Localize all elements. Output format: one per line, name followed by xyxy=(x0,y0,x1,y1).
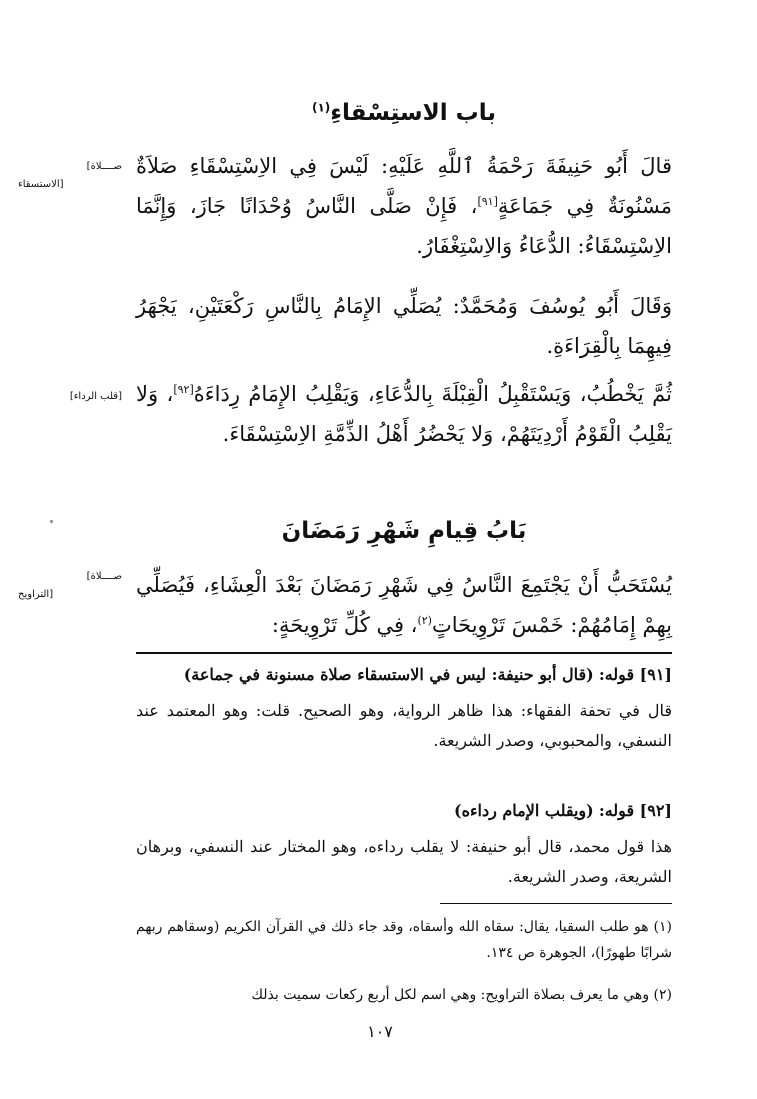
paragraph-tarawih xyxy=(136,565,672,645)
commentary-92 xyxy=(136,796,672,892)
paragraph-text: يُسْتَحَبُّ أَنْ يَجْتَمِعَ النَّاسُ فِي شَهْرِ رَمَضَانَ بَعْدَ الْعِشَاءِ، فَيُصَلِّي بِهِمْ إِمَامُهُمْ: خَمْسَ تَرْوِيحَاتٍ xyxy=(136,573,672,637)
footnote-1 xyxy=(136,914,672,966)
paragraph-text: قالَ أَبُو حَنِيفَةَ رَحْمَةُ ٱللَّهِ عَلَيْهِ: لَيْسَ فِي الاِسْتِسْقَاءِ صَلاَةٌ مَسْنُونَةٌ فِي جَمَاعَةٍ xyxy=(136,154,672,218)
commentary-body: هذا قول محمد، قال أبو حنيفة: لا يقلب رداءه، وهو المختار عند النسفي، وبرهان الشريعة، وصدر الشريعة. xyxy=(136,837,672,886)
paragraph-text: ، فَإِنْ صَلَّى النَّاسُ وُحْدَانًا جَازَ، وَإِنَّمَا الاِسْتِسْقَاءُ: الدُّعَاءُ وَالاِسْتِغْفَارُ. xyxy=(136,194,672,258)
footnote-separator xyxy=(440,903,672,904)
commentary-ref-92: [٩٢] xyxy=(173,383,194,396)
paragraph-istisqa-3 xyxy=(136,374,672,454)
page-number: ١٠٧ xyxy=(367,1022,393,1041)
margin-note-rida xyxy=(18,388,122,406)
commentary-separator xyxy=(136,652,672,654)
commentary-body: قال في تحفة الفقهاء: هذا ظاهر الرواية، وهو الصحيح. قلت: وهو المعتمد عند النسفي، والمحبوبي، وصدر الشريعة. xyxy=(136,701,672,750)
footnote-2 xyxy=(136,982,672,1008)
section-title-ramadan xyxy=(136,518,672,544)
footnote-text: (٢) وهي ما يعرف بصلاة التراويح: وهي اسم لكل أربع ركعات سميت بذلك xyxy=(251,987,672,1003)
margin-note-line: [قلب الرداء] xyxy=(69,391,122,402)
margin-note-line: [صــــلاة xyxy=(86,571,122,582)
commentary-label: [٩٢] قوله: xyxy=(598,801,672,820)
margin-note-line: [صــــلاة xyxy=(86,161,122,172)
section-title-text: باب الاستِسْقاءِ xyxy=(330,100,497,126)
paragraph-text: ، وَلا يَقْلِبُ الْقَوْمُ أَرْدِيَتَهُمْ، وَلا يَحْضُرُ أَهْلُ الذِّمَّةِ الاِسْتِسْقَاءَ. xyxy=(136,382,672,446)
commentary-91 xyxy=(136,660,672,756)
margin-note-tarawih xyxy=(18,568,122,604)
margin-note-istisqa xyxy=(18,158,122,194)
section-title-text: بَابُ قِيامِ شَهْرِ رَمَضَانَ xyxy=(281,518,527,544)
commentary-quote: (ويقلب الإمام رداءه) xyxy=(454,801,594,820)
paragraph-text: وَقَالَ أَبُو يُوسُفَ وَمُحَمَّدٌ: يُصَلِّي الإِمَامُ بِالنَّاسِ رَكْعَتَيْنِ، يَجْهَرُ فِيهِمَا بِالْقِرَاءَةِ. xyxy=(136,294,672,358)
footnote-ref-2: (٢) xyxy=(417,614,432,627)
footnote-text: (١) هو طلب السقيا، يقال: سقاه الله وأسقاه، وقد جاء ذلك في القرآن الكريم (وسقاهم ربهم شرابًا طهورًا)، الجوهرة ص ١٣٤. xyxy=(136,919,672,961)
page-speck xyxy=(50,520,53,523)
commentary-quote: (قال أبو حنيفة: ليس في الاستسقاء صلاة مسنونة في جماعة) xyxy=(183,665,594,684)
commentary-label: [٩١] قوله: xyxy=(598,665,672,684)
commentary-ref-91: [٩١] xyxy=(477,195,498,208)
paragraph-istisqa-1 xyxy=(136,146,672,266)
footnote-ref-1: (١) xyxy=(311,100,331,115)
paragraph-text: ثُمَّ يَخْطُبُ، وَيَسْتَقْبِلُ الْقِبْلَةَ بِالدُّعَاءِ، وَيَقْلِبُ الإِمَامُ رِدَاءَهُ xyxy=(193,382,672,406)
paragraph-istisqa-2 xyxy=(136,286,672,366)
margin-note-line: الاستسقاء] xyxy=(18,179,64,190)
margin-note-line: التراويح] xyxy=(18,589,54,600)
paragraph-text: ، فِي كُلِّ تَرْوِيحَةٍ: xyxy=(271,613,418,637)
section-title-istisqa xyxy=(136,100,672,126)
